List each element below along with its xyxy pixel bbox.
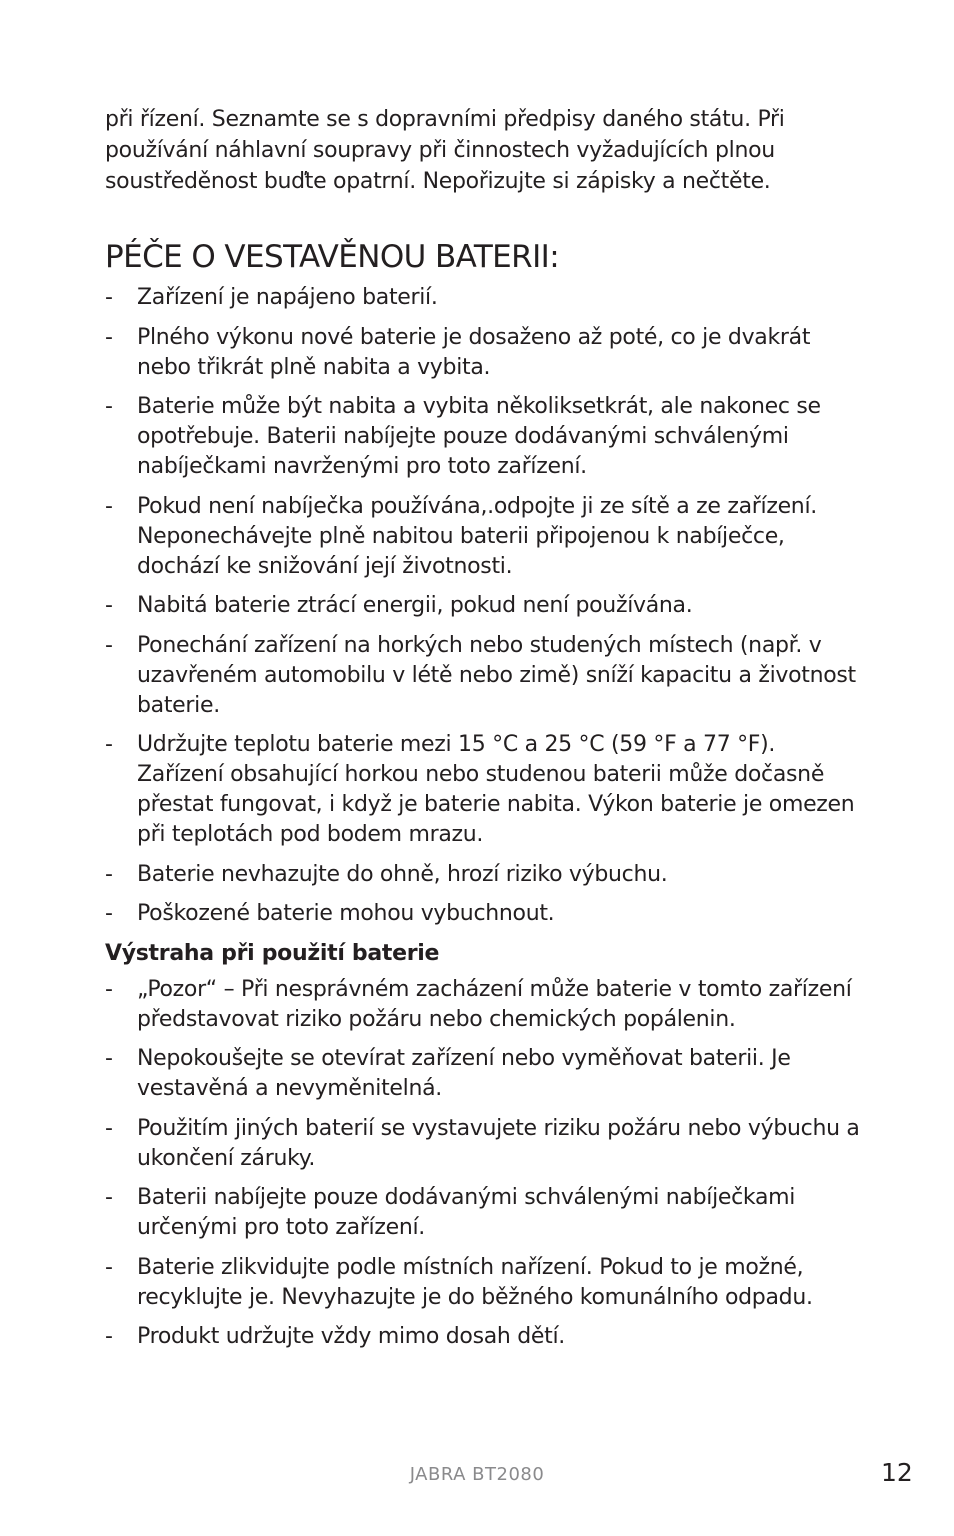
- bullet-dash: -: [105, 1185, 113, 1210]
- bullet-dash: -: [105, 632, 113, 658]
- bullet-dash: -: [105, 1115, 113, 1141]
- list-item: [105, 730, 865, 850]
- list-item: [105, 591, 865, 621]
- bullet-dash: -: [105, 1254, 113, 1280]
- bullet-dash: -: [105, 394, 113, 419]
- list-item-text: Poškozené baterie mohou vybuchnout.: [137, 901, 555, 926]
- list-item: [105, 1322, 865, 1352]
- warning-list: [105, 975, 865, 1353]
- bullet-dash: -: [105, 493, 113, 519]
- list-item-text: „Pozor“ – Při nesprávném zacházení může baterie v tomto zařízení představovat riziko požáru nebo chemických popálenin.: [137, 976, 852, 1032]
- list-item-text: Pokud není nabíječka používána,.odpojte ji ze sítě a ze zařízení. Neponechávejte plně nabitou baterii připojenou k nabíječce, dochází ke snižování její životnosti.: [137, 493, 817, 579]
- warning-heading: Výstraha při použití baterie: [105, 940, 440, 966]
- list-item: [105, 392, 865, 482]
- bullet-dash: -: [105, 285, 113, 310]
- intro-paragraph: při řízení. Seznamte se s dopravními předpisy daného státu. Při používání náhlavní soupravy při činnostech vyžadujících plnou soustředěnost buďte opatrní. Nepořizujte si zápisky a nečtěte.: [105, 107, 785, 194]
- list-item: [105, 1044, 865, 1104]
- list-item: [105, 1114, 865, 1174]
- list-item: [105, 631, 865, 721]
- bullet-dash: -: [105, 1046, 113, 1071]
- list-item: [105, 323, 865, 383]
- list-item-text: Plného výkonu nové baterie je dosaženo až poté, co je dvakrát nebo třikrát plně nabita a vybita.: [137, 324, 811, 380]
- list-item: [105, 1183, 865, 1243]
- bullet-dash: -: [105, 976, 113, 1002]
- bullet-dash: -: [105, 324, 113, 350]
- list-item-text: Ponechání zařízení na horkých nebo studených místech (např. v uzavřeném automobilu v létě nebo zimě) sníží kapacitu a životnost baterie.: [137, 632, 856, 718]
- list-item-text: Baterii nabíjejte pouze dodávanými schválenými nabíječkami určenými pro toto zařízení.: [137, 1185, 796, 1240]
- list-item-text: Nabitá baterie ztrácí energii, pokud není používána.: [137, 593, 693, 618]
- list-item-text: Produkt udržujte vždy mimo dosah dětí.: [137, 1324, 565, 1349]
- list-item-text: Nepokoušejte se otevírat zařízení nebo vyměňovat baterii. Je vestavěná a nevyměnitelná.: [137, 1046, 791, 1101]
- list-item: [105, 975, 865, 1035]
- list-item-text: Baterie nevhazujte do ohně, hrozí riziko výbuchu.: [137, 861, 668, 887]
- care-list: [105, 283, 865, 929]
- list-item-text: Baterie zlikvidujte podle místních nařízení. Pokud to je možné, recyklujte je. Nevyhazujte je do běžného komunálního odpadu.: [137, 1254, 813, 1310]
- bullet-dash: -: [105, 732, 113, 757]
- list-item-text: Zařízení je napájeno baterií.: [137, 285, 438, 310]
- page-number: 12: [881, 1458, 913, 1487]
- list-item: [105, 492, 865, 582]
- section-heading-battery-care: PÉČE O VESTAVĚNOU BATERII:: [105, 239, 560, 275]
- footer-brand: JABRA BT2080: [409, 1464, 545, 1485]
- bullet-dash: -: [105, 901, 113, 926]
- list-item: [105, 899, 865, 929]
- bullet-dash: -: [105, 1324, 113, 1349]
- document-page: [105, 104, 865, 1362]
- list-item: [105, 283, 865, 313]
- list-item-text: Baterie může být nabita a vybita několiksetkrát, ale nakonec se opotřebuje. Baterii nabíjejte pouze dodávanými schválenými nabíječkami navrženými pro toto zařízení.: [137, 394, 821, 479]
- bullet-dash: -: [105, 861, 113, 887]
- list-item-text: Použitím jiných baterií se vystavujete riziku požáru nebo výbuchu a ukončení záruky.: [137, 1115, 860, 1171]
- bullet-dash: -: [105, 593, 113, 618]
- list-item-text: Udržujte teplotu baterie mezi 15 °C a 25 °C (59 °F a 77 °F). Zařízení obsahující horkou nebo studenou baterii může dočasně přestat fungovat, i když je baterie nabita. Výkon baterie je omezen při teplotách pod bodem mrazu.: [137, 732, 855, 847]
- list-item: [105, 1253, 865, 1313]
- list-item: [105, 860, 865, 890]
